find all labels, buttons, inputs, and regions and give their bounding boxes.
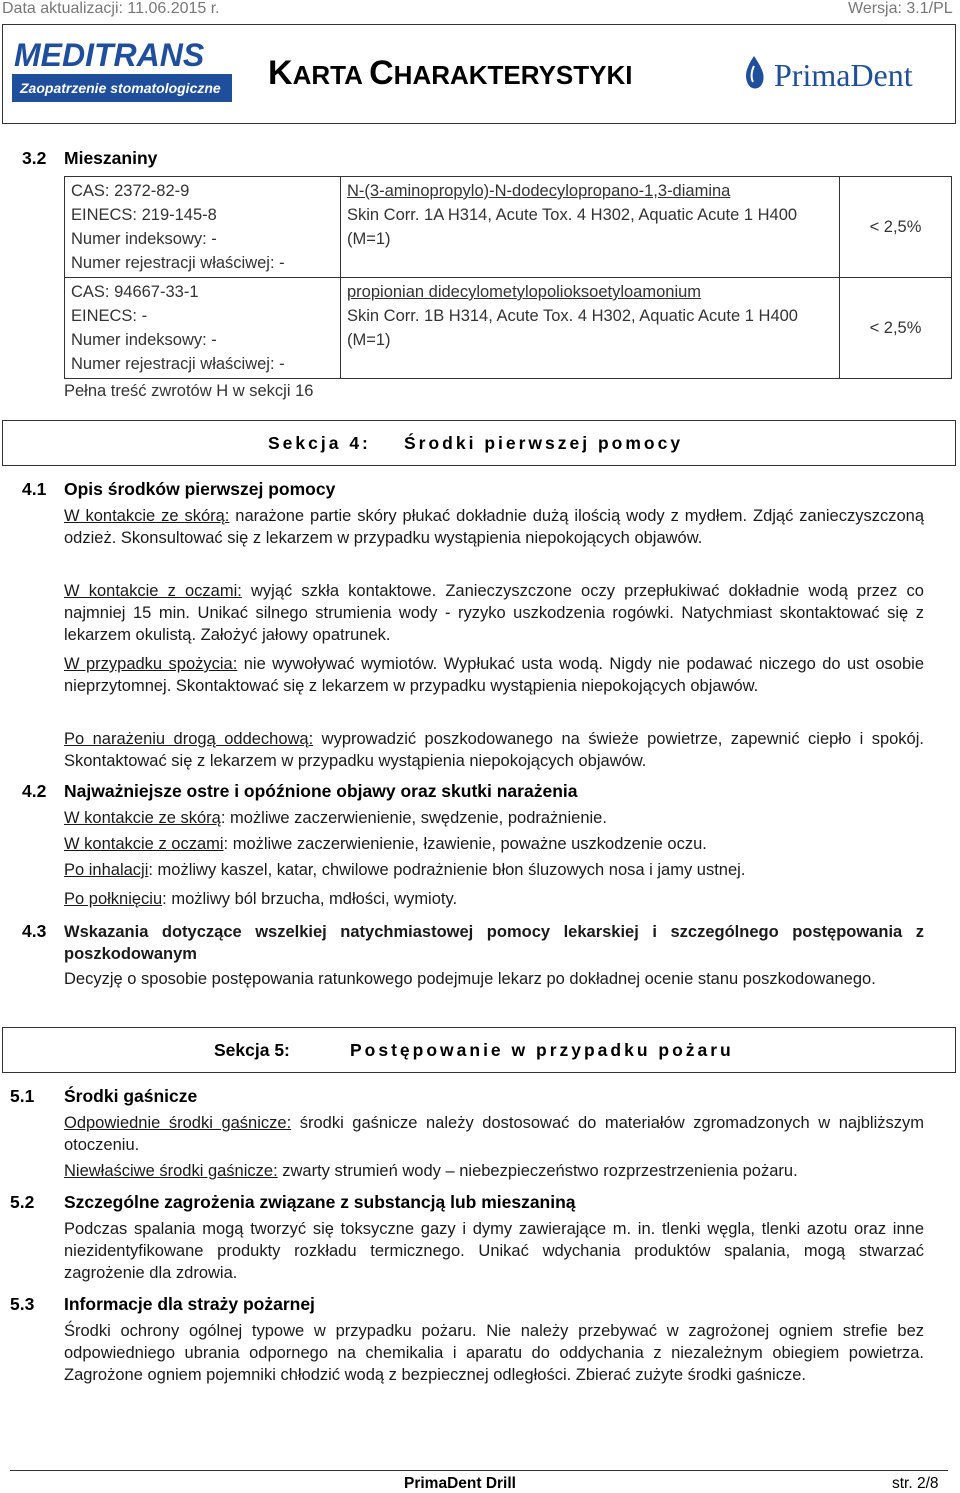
einecs-number: EINECS: - [71, 307, 148, 325]
section-5-title: Postępowanie w przypadku pożaru [350, 1040, 734, 1060]
footer-divider [10, 1470, 948, 1471]
section-4-1-number: 4.1 [22, 479, 47, 499]
section-4-label: Sekcja 4: [268, 433, 371, 453]
first-aid-ingestion: W przypadku spożycia: nie wywoływać wymiotów. Wypłukać usta wodą. Nigdy nie podawać niczego do ust osobie nieprzytomnej. Skontaktować się z lekarzem w przypadku wystąpienia niepokojących objawów. [64, 655, 924, 695]
mixtures-table [64, 176, 952, 379]
substance-classification: Skin Corr. 1A H314, Acute Tox. 4 H302, Aquatic Acute 1 H400 (M=1) [347, 206, 798, 248]
section-3-2-number: 3.2 [22, 148, 47, 168]
section-5-3-number: 5.3 [10, 1294, 35, 1314]
eyes-label: W kontakcie z oczami: [64, 582, 242, 600]
cas-number: CAS: 94667-33-1 [71, 283, 199, 301]
table-row [65, 278, 952, 379]
skin-label: W kontakcie ze skórą: [64, 507, 230, 525]
update-date: Data aktualizacji: 11.06.2015 r. [2, 0, 220, 17]
first-aid-skin: W kontakcie ze skórą: narażone partie skóry płukać dokładnie dużą ilością wody z mydłem. Zdjąć zanieczyszczoną odzież. Skonsultować się z lekarzem w przypadku wystąpienia niepokojących objawów. [64, 507, 924, 547]
svg-text:MEDITRANS: MEDITRANS [14, 37, 205, 73]
section-4-1-title: Opis środków pierwszej pomocy [64, 479, 336, 499]
section-5-label: Sekcja 5: [214, 1040, 290, 1060]
substance-details [341, 278, 840, 379]
document-title: KARTA CHARAKTERYSTYKI [268, 54, 633, 92]
first-aid-eyes: W kontakcie z oczami: wyjąć szkła kontaktowe. Zanieczyszczone oczy przepłukiwać dokładnie wodą przez co najmniej 15 min. Unikać silnego strumienia wody - ryzyko uszkodzenia rogówki. Natychmiast skontaktować się z lekarzem okulistą. Założyć jałowy opatrunek. [64, 582, 924, 644]
section-5-2-number: 5.2 [10, 1192, 35, 1212]
substance-identifiers [65, 177, 341, 278]
inhalation-label: Po narażeniu drogą oddechową: [64, 730, 314, 748]
section-5-3-title: Informacje dla straży pożarnej [64, 1294, 315, 1314]
unsuitable-extinguishing-media: Niewłaściwe środki gaśnicze: zwarty strumień wody – niebezpieczeństwo rozprzestrzenienia pożaru. [64, 1162, 798, 1180]
section-5-1-title: Środki gaśnicze [64, 1086, 198, 1106]
symptoms-eyes: W kontakcie z oczami: możliwe zaczerwienienie, łzawienie, poważne uszkodzenie oczu. [64, 835, 707, 853]
section-4-2-title: Najważniejsze ostre i opóźnione objawy oraz skutki narażenia [64, 781, 578, 801]
section-5-1-number: 5.1 [10, 1086, 35, 1106]
section-4-3-number: 4.3 [22, 921, 47, 941]
registration-number: Numer rejestracji właściwej: - [71, 254, 285, 272]
footer-page: str. 2/8 [892, 1475, 939, 1492]
ingestion-label: W przypadku spożycia: [64, 655, 238, 673]
cas-number: CAS: 2372-82-9 [71, 182, 190, 200]
section-4-2-number: 4.2 [22, 781, 47, 801]
section-5-2-title: Szczególne zagrożenia związane z substancją lub mieszaniną [64, 1192, 576, 1212]
section-3-2-title: Mieszaniny [64, 148, 158, 168]
table-row [65, 177, 952, 278]
meditrans-logo [12, 36, 234, 104]
substance-identifiers [65, 278, 341, 379]
symptoms-swallowing: Po połknięciu: możliwy ból brzucha, mdłości, wymioty. [64, 890, 458, 908]
section-5-2-text: Podczas spalania mogą tworzyć się toksyczne gazy i dymy zawierające m. in. tlenki węgla, tlenki azotu oraz inne niezidentyfikowane produkty rozkładu termicznego. Unikać wdychania produktów spalania, mogą stwarzać zagrożenie dla zdrowia. [64, 1220, 924, 1282]
suitable-extinguishing-media: Odpowiednie środki gaśnicze: środki gaśnicze należy dostosować do materiałów zgromadzonych w najbliższym otoczeniu. [64, 1114, 924, 1154]
primadent-logo [742, 54, 938, 94]
version-label: Wersja: 3.1/PL [848, 0, 953, 17]
svg-text:Zaopatrzenie stomatologiczne: Zaopatrzenie stomatologiczne [20, 80, 221, 96]
substance-percent: < 2,5% [840, 278, 952, 379]
substance-details [341, 177, 840, 278]
substance-name: N-(3-aminopropylo)-N-dodecylopropano-1,3-diamina [347, 182, 731, 200]
einecs-number: EINECS: 219-145-8 [71, 206, 217, 224]
index-number: Numer indeksowy: - [71, 331, 217, 349]
section-4-3-title: Wskazania dotyczące wszelkiej natychmiastowej pomocy lekarskiej i szczególnego postępowania z poszkodowanym [64, 923, 924, 963]
section-5-3-text: Środki ochrony ogólnej typowe w przypadku pożaru. Nie należy przebywać w zagrożonej ogniem strefie bez odpowiedniego ubrania odpornego na chemikalia i aparatu do oddychania z niezależnym obiegiem powietrza. Zagrożone ogniem pojemniki chłodzić wodą z bezpiecznej odległości. Zbierać zużyte środki gaśnicze. [64, 1322, 924, 1384]
footer-product: PrimaDent Drill [404, 1475, 516, 1492]
registration-number: Numer rejestracji właściwej: - [71, 355, 285, 373]
substance-name: propionian didecylometylopolioksoetyloamonium [347, 283, 702, 301]
index-number: Numer indeksowy: - [71, 230, 217, 248]
section-4-title: Środki pierwszej pomocy [404, 433, 684, 453]
substance-percent: < 2,5% [840, 177, 952, 278]
section-4-3-text: Decyzję o sposobie postępowania ratunkowego podejmuje lekarz po dokładnej ocenie stanu poszkodowanego. [64, 970, 876, 988]
svg-text:PrimaDent: PrimaDent [774, 57, 913, 93]
first-aid-inhalation: Po narażeniu drogą oddechową: wyprowadzić poszkodowanego na świeże powietrze, zapewnić ciepło i spokój. Skontaktować się z lekarzem w przypadku wystąpienia niepokojących objawów. [64, 730, 924, 770]
h-statements-note: Pełna treść zwrotów H w sekcji 16 [64, 382, 314, 400]
substance-classification: Skin Corr. 1B H314, Acute Tox. 4 H302, Aquatic Acute 1 H400 (M=1) [347, 307, 798, 349]
symptoms-skin: W kontakcie ze skórą: możliwe zaczerwienienie, swędzenie, podrażnienie. [64, 809, 607, 827]
symptoms-inhalation: Po inhalacji: możliwy kaszel, katar, chwilowe podrażnienie błon śluzowych nosa i jamy ustnej. [64, 861, 746, 879]
